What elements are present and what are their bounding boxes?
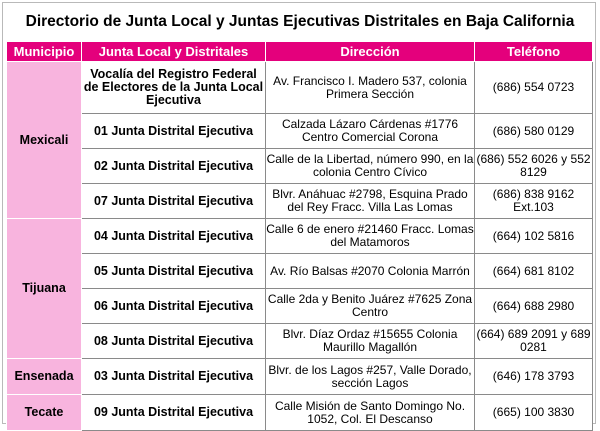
- direccion-cell: Calzada Lázaro Cárdenas #1776 Centro Comercial Corona: [266, 114, 475, 149]
- junta-cell: Vocalía del Registro Federal de Electores de la Junta Local Ejecutiva: [82, 62, 266, 114]
- table-row: [7, 254, 593, 289]
- municipio-mexicali: Mexicali: [7, 62, 82, 219]
- table-row: [7, 184, 593, 219]
- telefono-cell: (664) 681 8102: [475, 254, 593, 289]
- junta-cell: 01 Junta Distrital Ejecutiva: [82, 114, 266, 149]
- telefono-cell: (664) 102 5816: [475, 219, 593, 254]
- direccion-cell: Blvr. Anáhuac #2798, Esquina Prado del Rey Fracc. Villa Las Lomas: [266, 184, 475, 219]
- direccion-cell: Blvr. de los Lagos #257, Valle Dorado, sección Lagos: [266, 359, 475, 395]
- header-row: [7, 42, 593, 62]
- junta-cell: 09 Junta Distrital Ejecutiva: [82, 395, 266, 431]
- directory-table: [6, 41, 593, 431]
- page-title: Directorio de Junta Local y Juntas Ejecutivas Distritales en Baja California: [25, 13, 575, 30]
- direccion-cell: Av. Río Balsas #2070 Colonia Marrón: [266, 254, 475, 289]
- directory-frame: [2, 2, 596, 424]
- municipio-tijuana: Tijuana: [7, 219, 82, 359]
- table-row: [7, 219, 593, 254]
- direccion-cell: Blvr. Díaz Ordaz #15655 Colonia Maurillo Magallón: [266, 324, 475, 359]
- header-municipio: Municipio: [7, 42, 82, 62]
- junta-cell: 06 Junta Distrital Ejecutiva: [82, 289, 266, 324]
- junta-cell: 02 Junta Distrital Ejecutiva: [82, 149, 266, 184]
- table-row: [7, 114, 593, 149]
- direccion-cell: Calle de la Libertad, número 990, en la colonia Centro Cívico: [266, 149, 475, 184]
- table-row: [7, 395, 593, 431]
- junta-cell: 08 Junta Distrital Ejecutiva: [82, 324, 266, 359]
- table-row: [7, 62, 593, 114]
- direccion-cell: Av. Francisco I. Madero 537, colonia Primera Sección: [266, 62, 475, 114]
- table-row: [7, 324, 593, 359]
- municipio-ensenada: Ensenada: [7, 359, 82, 395]
- municipio-tecate: Tecate: [7, 395, 82, 431]
- telefono-cell: (686) 580 0129: [475, 114, 593, 149]
- table-row: [7, 359, 593, 395]
- junta-cell: 04 Junta Distrital Ejecutiva: [82, 219, 266, 254]
- header-direccion: Dirección: [266, 42, 475, 62]
- telefono-cell: (664) 688 2980: [475, 289, 593, 324]
- telefono-cell: (686) 552 6026 y 552 8129: [475, 149, 593, 184]
- telefono-cell: (686) 838 9162 Ext.103: [475, 184, 593, 219]
- direccion-cell: Calle 6 de enero #21460 Fracc. Lomas del Matamoros: [266, 219, 475, 254]
- telefono-cell: (665) 100 3830: [475, 395, 593, 431]
- header-junta: Junta Local y Distritales: [82, 42, 266, 62]
- telefono-cell: (646) 178 3793: [475, 359, 593, 395]
- table-row: [7, 289, 593, 324]
- junta-cell: 03 Junta Distrital Ejecutiva: [82, 359, 266, 395]
- table-row: [7, 149, 593, 184]
- telefono-cell: (664) 689 2091 y 689 0281: [475, 324, 593, 359]
- direccion-cell: Calle 2da y Benito Juárez #7625 Zona Centro: [266, 289, 475, 324]
- header-telefono: Teléfono: [475, 42, 593, 62]
- direccion-cell: Calle Misión de Santo Domingo No. 1052, Col. El Descanso: [266, 395, 475, 431]
- junta-cell: 07 Junta Distrital Ejecutiva: [82, 184, 266, 219]
- telefono-cell: (686) 554 0723: [475, 62, 593, 114]
- junta-cell: 05 Junta Distrital Ejecutiva: [82, 254, 266, 289]
